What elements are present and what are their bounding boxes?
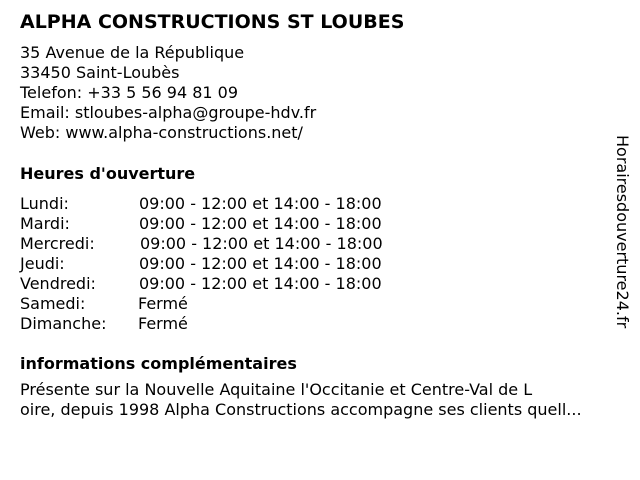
address-line-2: 33450 Saint-Loubès — [20, 63, 180, 82]
time-value: 09:00 - 12:00 et 14:00 - 18:00 — [139, 254, 382, 273]
contact-block — [20, 43, 316, 143]
day-label: Dimanche: — [20, 314, 107, 333]
day-label: Jeudi: — [20, 254, 65, 273]
day-label: Mardi: — [20, 214, 70, 233]
web-line: Web: www.alpha-constructions.net/ — [20, 123, 303, 142]
time-value: 09:00 - 12:00 et 14:00 - 18:00 — [139, 274, 382, 293]
info-line-1: Présente sur la Nouvelle Aquitaine l'Occitanie et Centre-Val de L — [20, 380, 533, 399]
day-label: Lundi: — [20, 194, 69, 213]
email-line: Email: stloubes-alpha@groupe-hdv.fr — [20, 103, 317, 122]
company-name: ALPHA CONSTRUCTIONS ST LOUBES — [20, 11, 405, 33]
phone-line: Telefon: +33 5 56 94 81 09 — [20, 83, 239, 102]
time-value: 09:00 - 12:00 et 14:00 - 18:00 — [139, 194, 382, 213]
info-line-2: oire, depuis 1998 Alpha Constructions accompagne ses clients quell... — [20, 400, 582, 419]
time-value: 09:00 - 12:00 et 14:00 - 18:00 — [140, 234, 383, 253]
day-label: Vendredi: — [20, 274, 96, 293]
address-line-1: 35 Avenue de la République — [20, 43, 245, 62]
info-heading: informations complémentaires — [20, 354, 297, 373]
day-label: Samedi: — [20, 294, 86, 313]
time-value: Fermé — [138, 314, 188, 333]
day-label: Mercredi: — [20, 234, 95, 253]
time-value: Fermé — [138, 294, 188, 313]
site-watermark: Horairesdouverture24.fr — [613, 135, 632, 329]
hours-heading: Heures d'ouverture — [20, 164, 196, 183]
info-description — [20, 380, 630, 420]
time-value: 09:00 - 12:00 et 14:00 - 18:00 — [139, 214, 382, 233]
